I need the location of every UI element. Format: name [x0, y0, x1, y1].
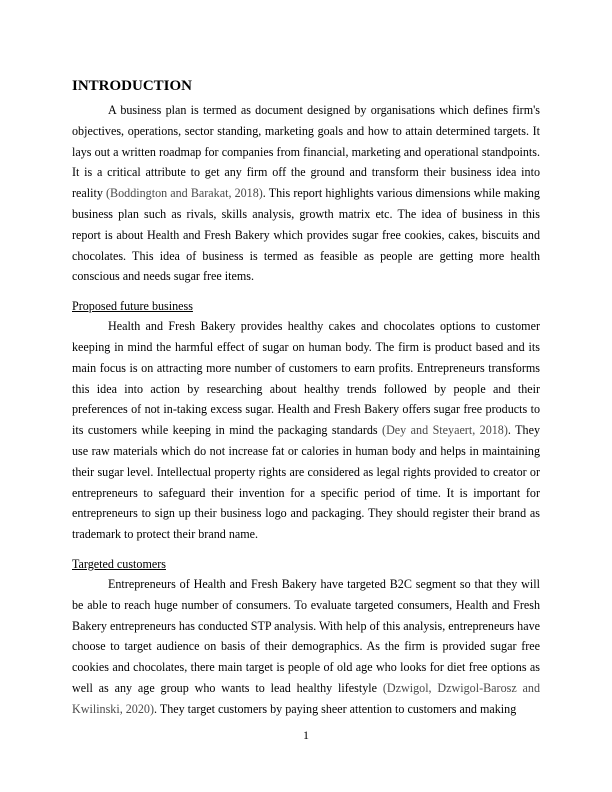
section2-citation: (Dzwigol, Dzwigol-Barosz and Kwilinski, 2020) — [72, 680, 540, 716]
intro-citation: (Boddington and Barakat, 2018) — [106, 186, 263, 201]
section-heading-proposed-business: Proposed future business — [72, 299, 193, 314]
intro-text-b: . This report highlights various dimensions while making business plan such as rivals, skills analysis, growth matrix etc. The idea of business in this report is about Health and Fresh Bakery which provides sugar free cookies, cakes, biscuits and chocolates. This idea of business is termed as feasible as people are getting more health conscious and needs sugar free items. — [72, 186, 540, 284]
section2-text-b: . They target customers by paying sheer attention to customers and making — [153, 701, 517, 716]
page-content — [72, 76, 540, 720]
page-title: INTRODUCTION — [72, 78, 193, 94]
section2-text-a: Entrepreneurs of Health and Fresh Bakery have targeted B2C segment so that they will be able to reach huge number of consumers. To evaluate targeted consumers, Health and Fresh Bakery entrepreneurs has conducted STP analysis. With help of this analysis, entrepreneurs have choose to target audience on basis of their demographics. As the firm is provided sugar free cookies and chocolates, there main target is people of old age who looks for diet free options as well as any age group who wants to lead healthy lifestyle — [72, 576, 540, 695]
page-number: 1 — [303, 728, 309, 742]
intro-text-a: A business plan is termed as document designed by organisations which defines firm's objectives, operations, sector standing, marketing goals and how to attain determined targets. It lays out a written roadmap for companies from financial, marketing and operational standpoints. It is a critical attribute to get any firm off the ground and transform their business idea into reality — [72, 103, 540, 201]
intro-paragraph — [72, 100, 540, 287]
targeted-customers-paragraph — [72, 574, 540, 720]
section1-text-b: . They use raw materials which do not increase fat or calories in human body and helps in maintaining their sugar level. Intellectual property rights are considered as legal rights provided to creator or entrepreneurs to safeguard their invention for a specific period of time. It is important for entrepreneurs to sign up their business logo and packaging. They should register their brand as trademark to protect their brand name. — [72, 423, 540, 542]
section1-text-a: Health and Fresh Bakery provides healthy cakes and chocolates options to customer keeping in mind the harmful effect of sugar on human body. The firm is product based and its main focus is on attracting more number of customers to earn profits. Entrepreneurs transforms this idea into action by researching about healthy trends followed by people and their preferences of not in-taking excess sugar. Health and Fresh Bakery offers sugar free products to its customers while keeping in mind the packaging standards — [72, 319, 540, 438]
section-heading-targeted-customers: Targeted customers — [72, 556, 166, 571]
proposed-business-paragraph — [72, 316, 540, 545]
section1-citation: (Dey and Steyaert, 2018) — [382, 423, 508, 438]
